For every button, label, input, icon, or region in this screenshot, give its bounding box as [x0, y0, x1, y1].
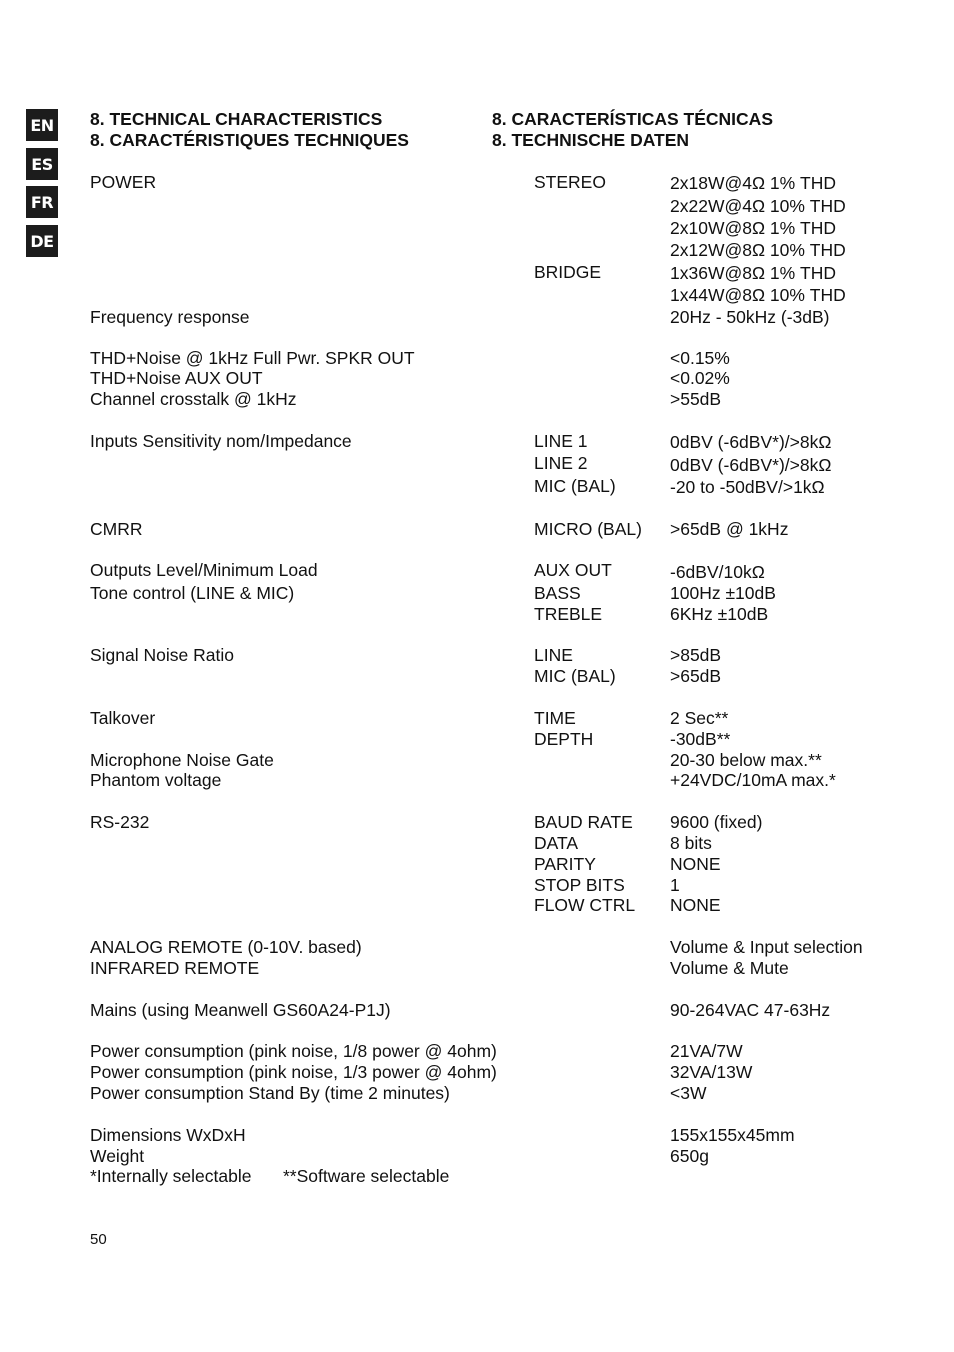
section-title-en: 8. TECHNICAL CHARACTERISTICS — [90, 109, 383, 129]
spec-label: Power consumption (pink noise, 1/8 power @ 4ohm) — [90, 1041, 497, 1061]
spec-value: 100Hz ±10dB — [670, 583, 776, 603]
spec-value: <0.15% — [670, 348, 730, 368]
spec-value: 2x10W@8Ω 1% THD — [670, 218, 837, 238]
spec-sublabel: AUX OUT — [534, 560, 612, 580]
spec-label: Microphone Noise Gate — [90, 750, 274, 770]
spec-sublabel: BRIDGE — [534, 262, 602, 282]
spec-value: >65dB @ 1kHz — [670, 519, 789, 539]
spec-label: Power consumption Stand By (time 2 minutes) — [90, 1083, 450, 1103]
spec-label: Phantom voltage — [90, 770, 222, 790]
spec-value: 90-264VAC 47-63Hz — [670, 1000, 831, 1020]
lang-tab-fr[interactable]: FR — [26, 186, 58, 218]
spec-label: Outputs Level/Minimum Load — [90, 560, 318, 580]
spec-label: THD+Noise AUX OUT — [90, 368, 263, 388]
lang-tab-es[interactable]: ES — [26, 148, 58, 180]
spec-value: 1x36W@8Ω 1% THD — [670, 263, 837, 283]
spec-value: 2 Sec** — [670, 708, 729, 728]
spec-value: Volume & Input selection — [670, 937, 863, 957]
spec-value: 2x12W@8Ω 10% THD — [670, 240, 846, 260]
spec-sublabel: MICRO (BAL) — [534, 519, 642, 539]
spec-label: Talkover — [90, 708, 156, 728]
spec-label: Tone control (LINE & MIC) — [90, 583, 295, 603]
spec-sublabel: LINE 2 — [534, 453, 588, 473]
spec-value: 2x18W@4Ω 1% THD — [670, 173, 837, 193]
spec-sublabel: PARITY — [534, 854, 596, 874]
spec-value: >55dB — [670, 389, 722, 409]
spec-value: >85dB — [670, 645, 722, 665]
spec-value: >65dB — [670, 666, 722, 686]
spec-label: Signal Noise Ratio — [90, 645, 234, 665]
spec-value: NONE — [670, 895, 721, 915]
spec-value: -6dBV/10kΩ — [670, 562, 765, 582]
spec-value: -20 to -50dBV/>1kΩ — [670, 477, 825, 497]
spec-value: 6KHz ±10dB — [670, 604, 769, 624]
spec-value: 20Hz - 50kHz (-3dB) — [670, 307, 830, 327]
spec-sublabel: MIC (BAL) — [534, 476, 616, 496]
spec-sublabel: FLOW CTRL — [534, 895, 636, 915]
spec-sublabel: STOP BITS — [534, 875, 625, 895]
spec-label: RS-232 — [90, 812, 150, 832]
spec-label: Dimensions WxDxH — [90, 1125, 246, 1145]
spec-sublabel: BASS — [534, 583, 581, 603]
spec-sublabel: MIC (BAL) — [534, 666, 616, 686]
spec-value: 650g — [670, 1146, 709, 1166]
spec-value: 1 — [670, 875, 680, 895]
spec-sublabel: TIME — [534, 708, 576, 728]
spec-label: Mains (using Meanwell GS60A24-P1J) — [90, 1000, 391, 1020]
spec-value: 0dBV (-6dBV*)/>8kΩ — [670, 455, 832, 475]
spec-value: Volume & Mute — [670, 958, 789, 978]
lang-tab-de[interactable]: DE — [26, 225, 58, 257]
spec-label: ANALOG REMOTE (0-10V. based) — [90, 937, 362, 957]
footnote-internal: *Internally selectable — [90, 1166, 252, 1186]
spec-value: 0dBV (-6dBV*)/>8kΩ — [670, 432, 832, 452]
section-title-de: 8. TECHNISCHE DATEN — [492, 130, 690, 150]
spec-label: Channel crosstalk @ 1kHz — [90, 389, 297, 409]
spec-value: 21VA/7W — [670, 1041, 743, 1061]
spec-sublabel: LINE — [534, 645, 573, 665]
spec-value: <3W — [670, 1083, 707, 1103]
spec-label: THD+Noise @ 1kHz Full Pwr. SPKR OUT — [90, 348, 415, 368]
spec-sublabel: STEREO — [534, 172, 606, 192]
spec-sublabel: BAUD RATE — [534, 812, 633, 832]
spec-value: NONE — [670, 854, 721, 874]
spec-value: <0.02% — [670, 368, 730, 388]
spec-label: Frequency response — [90, 307, 250, 327]
lang-tab-en[interactable]: EN — [26, 109, 58, 141]
spec-value: 155x155x45mm — [670, 1125, 795, 1145]
spec-value: -30dB** — [670, 729, 731, 749]
spec-label: Power consumption (pink noise, 1/3 power @ 4ohm) — [90, 1062, 497, 1082]
spec-sublabel: DATA — [534, 833, 579, 853]
spec-value: 8 bits — [670, 833, 712, 853]
spec-value: 32VA/13W — [670, 1062, 753, 1082]
page-number: 50 — [90, 1231, 107, 1248]
spec-value: 20-30 below max.** — [670, 750, 822, 770]
spec-label: POWER — [90, 172, 157, 192]
spec-label: CMRR — [90, 519, 143, 539]
spec-sublabel: DEPTH — [534, 729, 594, 749]
spec-label: INFRARED REMOTE — [90, 958, 260, 978]
spec-sublabel: TREBLE — [534, 604, 603, 624]
spec-value: +24VDC/10mA max.* — [670, 770, 836, 790]
spec-label: Weight — [90, 1146, 145, 1166]
section-title-fr: 8. CARACTÉRISTIQUES TECHNIQUES — [90, 130, 409, 150]
spec-value: 2x22W@4Ω 10% THD — [670, 196, 846, 216]
spec-value: 1x44W@8Ω 10% THD — [670, 285, 846, 305]
section-title-es: 8. CARACTERÍSTICAS TÉCNICAS — [492, 109, 773, 129]
footnote-software: **Software selectable — [283, 1166, 450, 1186]
spec-value: 9600 (fixed) — [670, 812, 763, 832]
spec-sublabel: LINE 1 — [534, 431, 588, 451]
spec-label: Inputs Sensitivity nom/Impedance — [90, 431, 352, 451]
